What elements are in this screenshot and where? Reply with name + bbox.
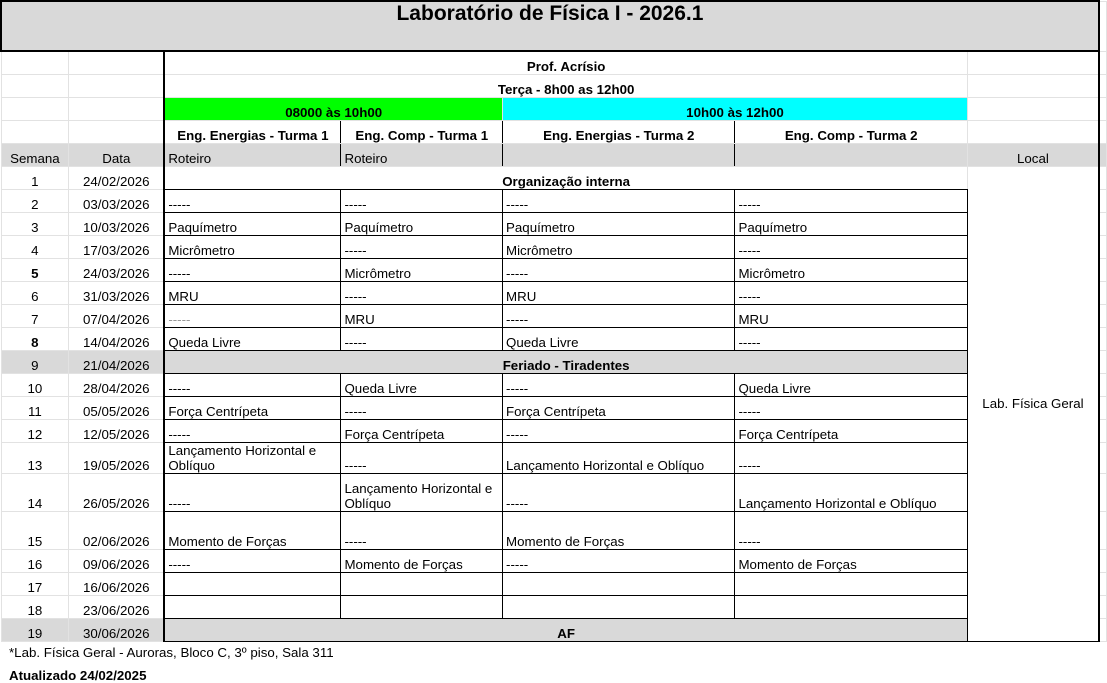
roteiro-cell[interactable] [341, 595, 503, 618]
semana-cell[interactable]: 5 [1, 258, 69, 281]
semana-cell[interactable]: 10 [1, 373, 69, 396]
table-row [1, 235, 1107, 258]
date-cell[interactable]: 23/06/2026 [69, 595, 165, 618]
roteiro-cell[interactable]: ----- [164, 473, 341, 511]
date-cell[interactable]: 21/04/2026 [69, 350, 165, 373]
roteiro-cell[interactable] [341, 572, 503, 595]
roteiro-cell[interactable]: Paquímetro [164, 212, 341, 235]
roteiro-cell[interactable]: MRU [503, 281, 735, 304]
date-cell[interactable]: 03/03/2026 [69, 189, 165, 212]
table-row [1, 442, 1107, 473]
roteiro-cell[interactable]: Momento de Forças [735, 549, 967, 572]
roteiro-cell[interactable]: ----- [341, 189, 503, 212]
roteiro-cell[interactable]: Força Centrípeta [164, 396, 341, 419]
roteiro-cell[interactable]: ----- [503, 258, 735, 281]
local-header[interactable]: Local [967, 143, 1099, 166]
semana-cell[interactable]: 13 [1, 442, 69, 473]
semana-cell[interactable]: 2 [1, 189, 69, 212]
roteiro-cell[interactable]: ----- [735, 235, 967, 258]
date-cell[interactable]: 16/06/2026 [69, 572, 165, 595]
roteiro-cell[interactable]: ----- [735, 281, 967, 304]
roteiro-cell[interactable]: ----- [735, 189, 967, 212]
roteiro-cell[interactable]: Lançamento Horizontal e Oblíquo [164, 442, 341, 473]
professor-cell[interactable]: Prof. Acrísio [164, 51, 967, 74]
roteiro-cell[interactable]: ----- [503, 373, 735, 396]
date-cell[interactable]: 05/05/2026 [69, 396, 165, 419]
semana-cell[interactable]: 17 [1, 572, 69, 595]
date-cell[interactable]: 17/03/2026 [69, 235, 165, 258]
semana-header[interactable]: Semana [1, 143, 69, 166]
semana-cell[interactable]: 11 [1, 396, 69, 419]
table-row [1, 189, 1107, 212]
date-cell[interactable]: 12/05/2026 [69, 419, 165, 442]
table-row [1, 373, 1107, 396]
roteiro-cell[interactable]: Queda Livre [164, 327, 341, 350]
roteiro-cell[interactable]: Micrômetro [503, 235, 735, 258]
table-row [1, 419, 1107, 442]
table-row [1, 595, 1107, 618]
group-header-4[interactable]: Eng. Comp - Turma 2 [735, 120, 967, 143]
roteiro-cell[interactable]: Micrômetro [341, 258, 503, 281]
semana-cell[interactable]: 15 [1, 511, 69, 549]
table-row [1, 572, 1107, 595]
table-row [1, 304, 1107, 327]
roteiro-cell[interactable]: Queda Livre [503, 327, 735, 350]
roteiro-cell[interactable]: ----- [735, 442, 967, 473]
slot-first-cell[interactable]: 08000 às 10h00 [164, 97, 502, 120]
roteiro-cell[interactable]: Micrômetro [735, 258, 967, 281]
table-row [1, 511, 1107, 549]
roteiro-cell[interactable] [735, 595, 967, 618]
table-row [1, 281, 1107, 304]
date-cell[interactable]: 26/05/2026 [69, 473, 165, 511]
roteiro-cell[interactable]: Paquímetro [341, 212, 503, 235]
group-header-1[interactable]: Eng. Energias - Turma 1 [164, 120, 341, 143]
date-cell[interactable]: 14/04/2026 [69, 327, 165, 350]
updated-note[interactable]: Atualizado 24/02/2025 [9, 668, 147, 683]
roteiro-cell[interactable] [164, 572, 341, 595]
roteiro-cell[interactable]: Paquímetro [735, 212, 967, 235]
roteiro-cell[interactable] [503, 595, 735, 618]
date-cell[interactable]: 30/06/2026 [69, 618, 165, 641]
roteiro-cell[interactable]: ----- [164, 304, 341, 327]
table-row [1, 473, 1107, 511]
table-row [1, 166, 1107, 189]
semana-cell[interactable]: 1 [1, 166, 69, 189]
slot-second-cell[interactable]: 10h00 às 12h00 [503, 97, 968, 120]
roteiro-cell[interactable]: ----- [164, 189, 341, 212]
roteiro-cell[interactable]: Lançamento Horizontal e Oblíquo [503, 442, 735, 473]
roteiro-cell[interactable]: ----- [341, 235, 503, 258]
sheet-title[interactable]: Laboratório de Física I - 2026.1 [1, 1, 1099, 51]
roteiro-cell[interactable]: ----- [503, 549, 735, 572]
roteiro-cell[interactable] [164, 595, 341, 618]
semana-cell[interactable]: 6 [1, 281, 69, 304]
roteiro-cell[interactable]: ----- [503, 473, 735, 511]
roteiro-cell[interactable]: MRU [341, 304, 503, 327]
roteiro-cell[interactable]: MRU [735, 304, 967, 327]
semana-cell[interactable]: 19 [1, 618, 69, 641]
roteiro-cell[interactable]: Força Centrípeta [735, 419, 967, 442]
table-row [1, 327, 1107, 350]
footnote[interactable]: *Lab. Física Geral - Auroras, Bloco C, 3º piso, Sala 311 [9, 645, 334, 660]
roteiro-cell[interactable]: Força Centrípeta [503, 396, 735, 419]
date-cell[interactable]: 19/05/2026 [69, 442, 165, 473]
schedule-cell[interactable]: Terça - 8h00 as 12h00 [164, 74, 967, 97]
roteiro-cell[interactable]: ----- [503, 419, 735, 442]
table-row [1, 549, 1107, 572]
merged-cell[interactable]: Feriado - Tiradentes [164, 350, 967, 373]
date-cell[interactable]: 10/03/2026 [69, 212, 165, 235]
roteiro-cell[interactable]: Força Centrípeta [341, 419, 503, 442]
roteiro-cell[interactable]: ----- [341, 327, 503, 350]
roteiro-cell[interactable]: ----- [341, 442, 503, 473]
date-cell[interactable]: 09/06/2026 [69, 549, 165, 572]
roteiro-cell[interactable] [735, 572, 967, 595]
data-header[interactable]: Data [69, 143, 165, 166]
local-cell[interactable]: Lab. Física Geral [967, 166, 1099, 641]
roteiro-cell[interactable]: ----- [735, 511, 967, 549]
roteiro-cell[interactable]: ----- [503, 304, 735, 327]
table-row [1, 396, 1107, 419]
roteiro-cell[interactable]: Momento de Forças [341, 549, 503, 572]
date-cell[interactable]: 31/03/2026 [69, 281, 165, 304]
semana-cell[interactable]: 3 [1, 212, 69, 235]
date-cell[interactable]: 07/04/2026 [69, 304, 165, 327]
date-cell[interactable]: 28/04/2026 [69, 373, 165, 396]
roteiro-cell[interactable]: ----- [735, 327, 967, 350]
roteiro-cell[interactable]: Lançamento Horizontal e Oblíquo [341, 473, 503, 511]
semana-cell[interactable]: 4 [1, 235, 69, 258]
merged-cell[interactable]: AF [164, 618, 967, 641]
roteiro-cell[interactable]: ----- [341, 396, 503, 419]
group-header-3[interactable]: Eng. Energias - Turma 2 [503, 120, 735, 143]
table-row [1, 350, 1107, 373]
roteiro-cell[interactable]: ----- [164, 419, 341, 442]
roteiro-header-2[interactable]: Roteiro [341, 143, 503, 166]
roteiro-cell[interactable]: Lançamento Horizontal e Oblíquo [735, 473, 967, 511]
semana-cell[interactable]: 14 [1, 473, 69, 511]
roteiro-cell[interactable]: Queda Livre [735, 373, 967, 396]
roteiro-cell[interactable]: Queda Livre [341, 373, 503, 396]
roteiro-cell[interactable]: ----- [503, 189, 735, 212]
date-cell[interactable]: 24/02/2026 [69, 166, 165, 189]
roteiro-cell[interactable]: ----- [341, 281, 503, 304]
roteiro-cell[interactable] [503, 572, 735, 595]
semana-cell[interactable]: 16 [1, 549, 69, 572]
semana-cell[interactable]: 18 [1, 595, 69, 618]
roteiro-cell[interactable]: ----- [164, 373, 341, 396]
roteiro-cell[interactable]: Momento de Forças [503, 511, 735, 549]
roteiro-cell[interactable]: Micrômetro [164, 235, 341, 258]
table-row [1, 258, 1107, 281]
date-cell[interactable]: 02/06/2026 [69, 511, 165, 549]
date-cell[interactable]: 24/03/2026 [69, 258, 165, 281]
roteiro-cell[interactable]: Paquímetro [503, 212, 735, 235]
roteiro-cell[interactable]: ----- [164, 549, 341, 572]
roteiro-cell[interactable]: ----- [735, 396, 967, 419]
roteiro-cell[interactable]: ----- [341, 511, 503, 549]
table-row [1, 212, 1107, 235]
semana-cell[interactable]: 12 [1, 419, 69, 442]
semana-cell[interactable]: 7 [1, 304, 69, 327]
semana-cell[interactable]: 8 [1, 327, 69, 350]
table-row [1, 618, 1107, 641]
roteiro-cell[interactable]: Momento de Forças [164, 511, 341, 549]
semana-cell[interactable]: 9 [1, 350, 69, 373]
roteiro-header-1[interactable]: Roteiro [164, 143, 341, 166]
merged-cell[interactable]: Organização interna [164, 166, 967, 189]
roteiro-cell[interactable]: MRU [164, 281, 341, 304]
roteiro-cell[interactable]: ----- [164, 258, 341, 281]
group-header-2[interactable]: Eng. Comp - Turma 1 [341, 120, 503, 143]
